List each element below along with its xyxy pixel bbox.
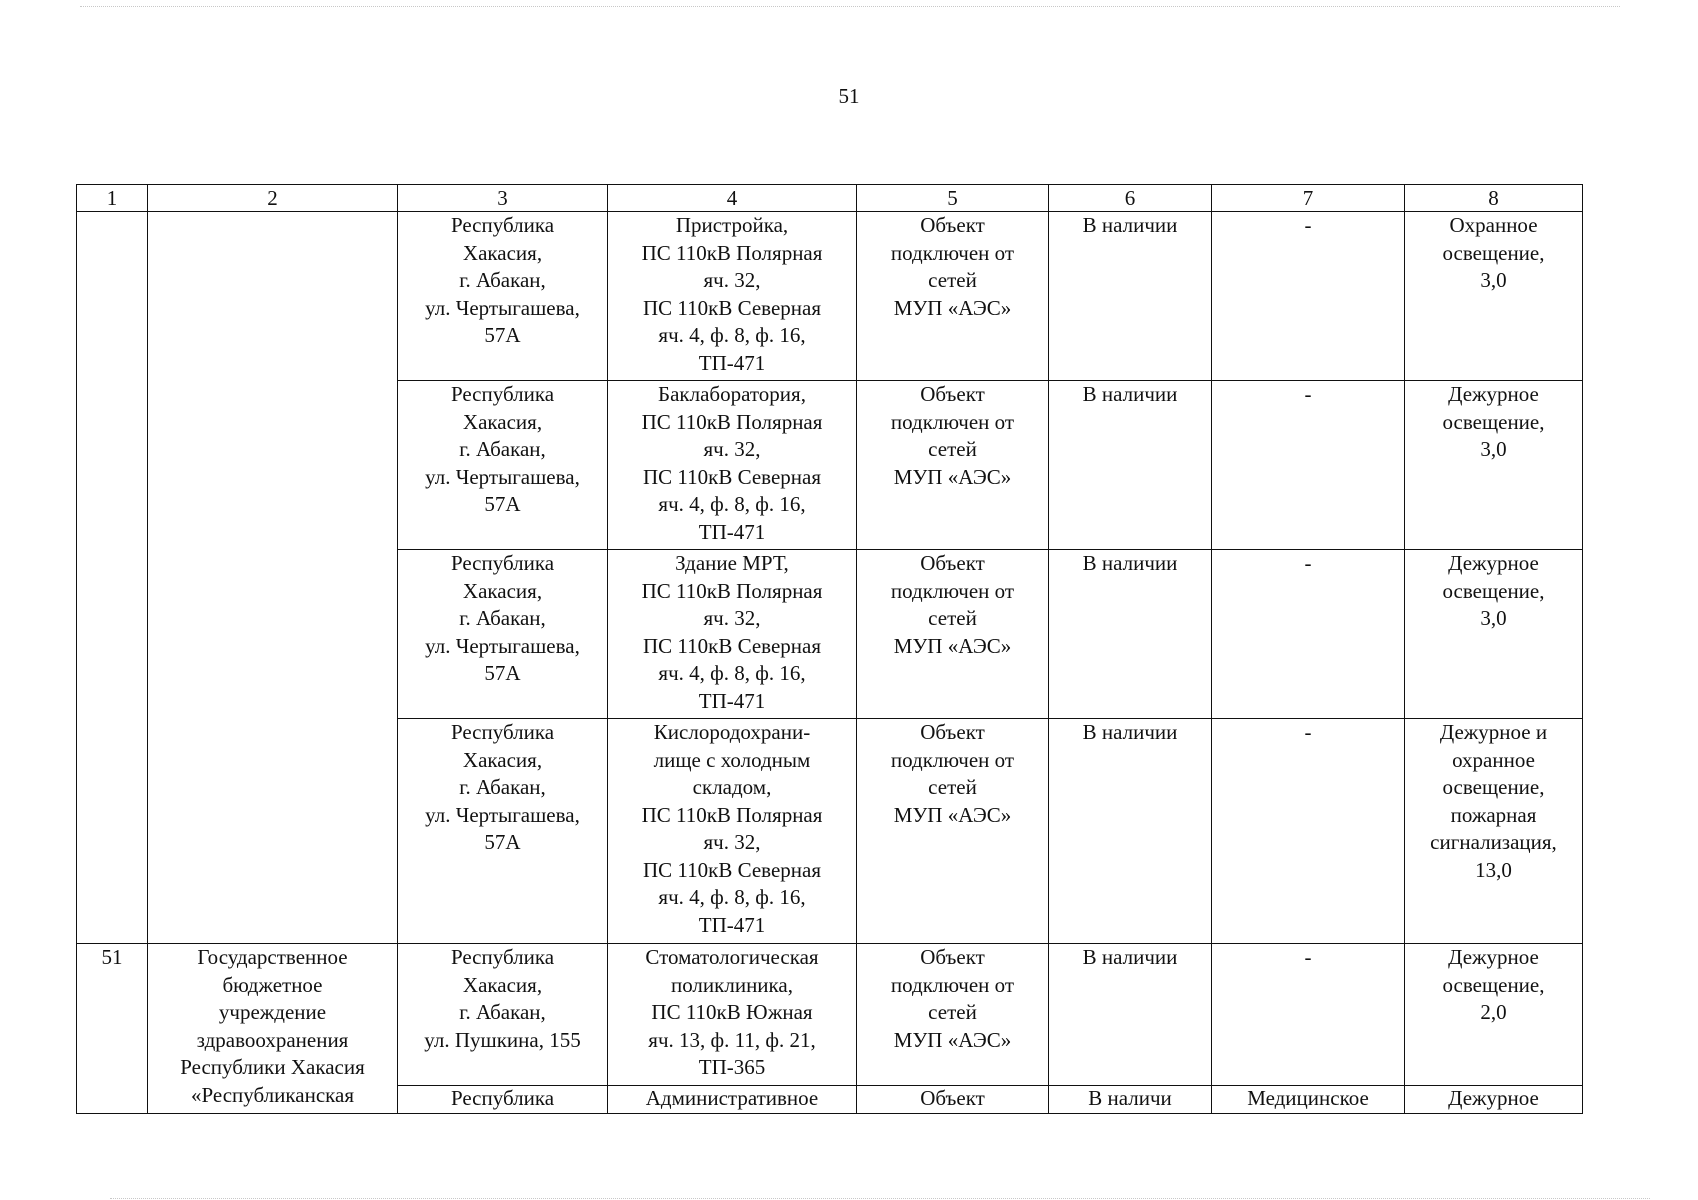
- object-line: ТП-365: [698, 1055, 766, 1079]
- address-line: 57А: [484, 830, 521, 854]
- object-line: ПС 110кВ Северная: [642, 464, 822, 489]
- address-line: Хакасия,: [462, 409, 543, 434]
- header-cell-2: 2: [148, 185, 398, 212]
- load-line: пожарная: [1450, 802, 1537, 827]
- object-cell: [608, 944, 857, 1086]
- object-line: яч. 4, ф. 8, ф. 16,: [658, 661, 806, 685]
- object-line: Пристройка,: [675, 213, 789, 237]
- load-line: освещение,: [1442, 578, 1545, 603]
- object-line: яч. 32,: [703, 268, 761, 292]
- load-line: охранное: [1452, 747, 1535, 772]
- load-line: освещение,: [1442, 240, 1545, 265]
- connection-line: сетей: [928, 437, 977, 461]
- connection-line: подключен от: [890, 409, 1015, 434]
- load-cell: [1405, 212, 1583, 381]
- object-line: Административное: [645, 1086, 819, 1110]
- table-row: [77, 212, 1583, 381]
- load-cell: [1405, 1086, 1583, 1114]
- object-cell: [608, 1086, 857, 1114]
- object-line: яч. 32,: [703, 606, 761, 630]
- address-line: г. Абакан,: [459, 268, 546, 292]
- organization-line: учреждение: [218, 1000, 327, 1024]
- connection-line: сетей: [928, 775, 977, 799]
- object-line: лище с холодным: [653, 747, 811, 772]
- availability-cell: В наличии: [1049, 381, 1212, 550]
- connection-cell: [857, 719, 1049, 944]
- object-line: ПС 110кВ Полярная: [641, 240, 823, 265]
- object-line: ТП-471: [698, 519, 766, 544]
- object-line: ТП-471: [698, 350, 766, 375]
- column-7-cell: Медицинское: [1212, 1086, 1405, 1114]
- header-cell-7: 7: [1212, 185, 1405, 212]
- object-line: Здание МРТ,: [675, 551, 789, 575]
- load-line: Дежурное: [1448, 382, 1539, 406]
- address-line: Республика: [450, 1086, 555, 1110]
- connection-line: МУП «АЭС»: [893, 802, 1012, 827]
- connection-line: подключен от: [890, 747, 1015, 772]
- address-line: Хакасия,: [462, 240, 543, 265]
- address-line: ул. Чертыгашева,: [425, 464, 580, 489]
- address-line: ул. Чертыгашева,: [425, 802, 580, 827]
- scan-artifact-bottom: [110, 1198, 1650, 1199]
- load-line: 13,0: [1475, 857, 1512, 882]
- header-cell-8: 8: [1405, 185, 1583, 212]
- address-line: ул. Чертыгашева,: [425, 633, 580, 658]
- organization-line: Республики Хакасия: [180, 1055, 365, 1079]
- address-line: 57А: [484, 661, 521, 685]
- connection-line: Объект: [920, 720, 985, 744]
- address-line: г. Абакан,: [459, 437, 546, 461]
- row-number-cell: 51: [77, 944, 148, 1114]
- load-line: 2,0: [1480, 1000, 1507, 1024]
- data-table: [76, 184, 1583, 1114]
- object-cell: [608, 550, 857, 719]
- organization-line: бюджетное: [222, 972, 323, 997]
- address-line: Хакасия,: [462, 972, 543, 997]
- connection-line: подключен от: [890, 240, 1015, 265]
- object-cell: [608, 719, 857, 944]
- column-7-cell: -: [1212, 944, 1405, 1086]
- connection-line: Объект: [920, 213, 985, 237]
- object-line: ПС 110кВ Полярная: [641, 802, 823, 827]
- object-line: ПС 110кВ Полярная: [641, 409, 823, 434]
- object-line: яч. 13, ф. 11, ф. 21,: [648, 1027, 816, 1052]
- load-line: Охранное: [1449, 213, 1538, 237]
- object-line: яч. 32,: [703, 437, 761, 461]
- column-7-cell: -: [1212, 381, 1405, 550]
- connection-cell: [857, 944, 1049, 1086]
- connection-line: подключен от: [890, 578, 1015, 603]
- address-line: Республика: [450, 945, 555, 969]
- load-line: освещение,: [1442, 409, 1545, 434]
- header-cell-4: 4: [608, 185, 857, 212]
- object-line: ПС 110кВ Южная: [651, 1000, 813, 1024]
- object-line: ТП-471: [698, 688, 766, 713]
- connection-line: МУП «АЭС»: [893, 633, 1012, 658]
- address-cell: [398, 1086, 608, 1114]
- load-line: 3,0: [1480, 606, 1507, 630]
- object-line: яч. 32,: [703, 830, 761, 854]
- address-line: 57А: [484, 323, 521, 347]
- object-line: ПС 110кВ Северная: [642, 857, 822, 882]
- connection-line: Объект: [920, 945, 985, 969]
- organization-line: здравоохранения: [196, 1027, 349, 1052]
- page-number: 51: [838, 84, 860, 108]
- load-line: Дежурное: [1448, 945, 1539, 969]
- connection-line: сетей: [928, 268, 977, 292]
- load-line: сигнализация,: [1430, 830, 1557, 854]
- connection-line: сетей: [928, 1000, 977, 1024]
- column-7-cell: -: [1212, 212, 1405, 381]
- object-line: яч. 4, ф. 8, ф. 16,: [658, 492, 806, 516]
- load-cell: [1405, 550, 1583, 719]
- load-line: 3,0: [1480, 437, 1507, 461]
- load-line: Дежурное: [1448, 1086, 1539, 1110]
- connection-line: Объект: [920, 1086, 985, 1110]
- address-line: Хакасия,: [462, 747, 543, 772]
- object-line: поликлиника,: [670, 972, 794, 997]
- connection-line: сетей: [928, 606, 977, 630]
- availability-cell: В наличии: [1049, 212, 1212, 381]
- availability-cell: В наличии: [1049, 719, 1212, 944]
- load-cell: [1405, 944, 1583, 1086]
- organization-cell: [148, 212, 398, 944]
- address-cell: [398, 212, 608, 381]
- object-cell: [608, 381, 857, 550]
- scan-artifact-top: [80, 6, 1620, 7]
- load-line: освещение,: [1442, 775, 1545, 799]
- object-line: Кислородохрани-: [653, 720, 811, 744]
- address-line: г. Абакан,: [459, 606, 546, 630]
- object-line: ПС 110кВ Северная: [642, 633, 822, 658]
- address-line: Республика: [450, 551, 555, 575]
- object-line: складом,: [692, 775, 772, 799]
- load-line: Дежурное и: [1439, 720, 1548, 744]
- load-cell: [1405, 719, 1583, 944]
- address-line: ул. Пушкина, 155: [424, 1027, 581, 1052]
- object-line: ПС 110кВ Северная: [642, 295, 822, 320]
- connection-line: МУП «АЭС»: [893, 1027, 1012, 1052]
- address-line: Республика: [450, 213, 555, 237]
- connection-line: МУП «АЭС»: [893, 464, 1012, 489]
- load-line: Дежурное: [1448, 551, 1539, 575]
- header-cell-5: 5: [857, 185, 1049, 212]
- object-line: яч. 4, ф. 8, ф. 16,: [658, 323, 806, 347]
- address-line: ул. Чертыгашева,: [425, 295, 580, 320]
- address-cell: [398, 550, 608, 719]
- connection-line: МУП «АЭС»: [893, 295, 1012, 320]
- address-line: Республика: [450, 382, 555, 406]
- organization-line: Государственное: [197, 945, 348, 969]
- object-line: ТП-471: [698, 912, 766, 937]
- availability-cell: В наличии: [1049, 944, 1212, 1086]
- address-line: г. Абакан,: [459, 1000, 546, 1024]
- address-cell: [398, 719, 608, 944]
- column-7-cell: -: [1212, 550, 1405, 719]
- row-number-cell: [77, 212, 148, 944]
- connection-cell: [857, 1086, 1049, 1114]
- object-line: Стоматологическая: [645, 945, 819, 969]
- load-line: освещение,: [1442, 972, 1545, 997]
- connection-cell: [857, 550, 1049, 719]
- object-line: яч. 4, ф. 8, ф. 16,: [658, 885, 806, 909]
- table-row: [77, 944, 1583, 1086]
- connection-line: подключен от: [890, 972, 1015, 997]
- header-cell-1: 1: [77, 185, 148, 212]
- load-line: 3,0: [1480, 268, 1507, 292]
- connection-cell: [857, 212, 1049, 381]
- connection-cell: [857, 381, 1049, 550]
- address-line: Республика: [450, 720, 555, 744]
- column-7-cell: -: [1212, 719, 1405, 944]
- availability-cell: В наличи: [1049, 1086, 1212, 1114]
- address-line: 57А: [484, 492, 521, 516]
- header-cell-6: 6: [1049, 185, 1212, 212]
- address-cell: [398, 944, 608, 1086]
- load-cell: [1405, 381, 1583, 550]
- availability-cell: В наличии: [1049, 550, 1212, 719]
- connection-line: Объект: [920, 551, 985, 575]
- connection-line: Объект: [920, 382, 985, 406]
- address-line: Хакасия,: [462, 578, 543, 603]
- object-line: Баклаборатория,: [658, 382, 806, 406]
- organization-line: «Республиканская: [190, 1082, 355, 1107]
- header-row: [77, 185, 1583, 212]
- organization-cell: [148, 944, 398, 1114]
- address-cell: [398, 381, 608, 550]
- header-cell-3: 3: [398, 185, 608, 212]
- object-cell: [608, 212, 857, 381]
- object-line: ПС 110кВ Полярная: [641, 578, 823, 603]
- address-line: г. Абакан,: [459, 775, 546, 799]
